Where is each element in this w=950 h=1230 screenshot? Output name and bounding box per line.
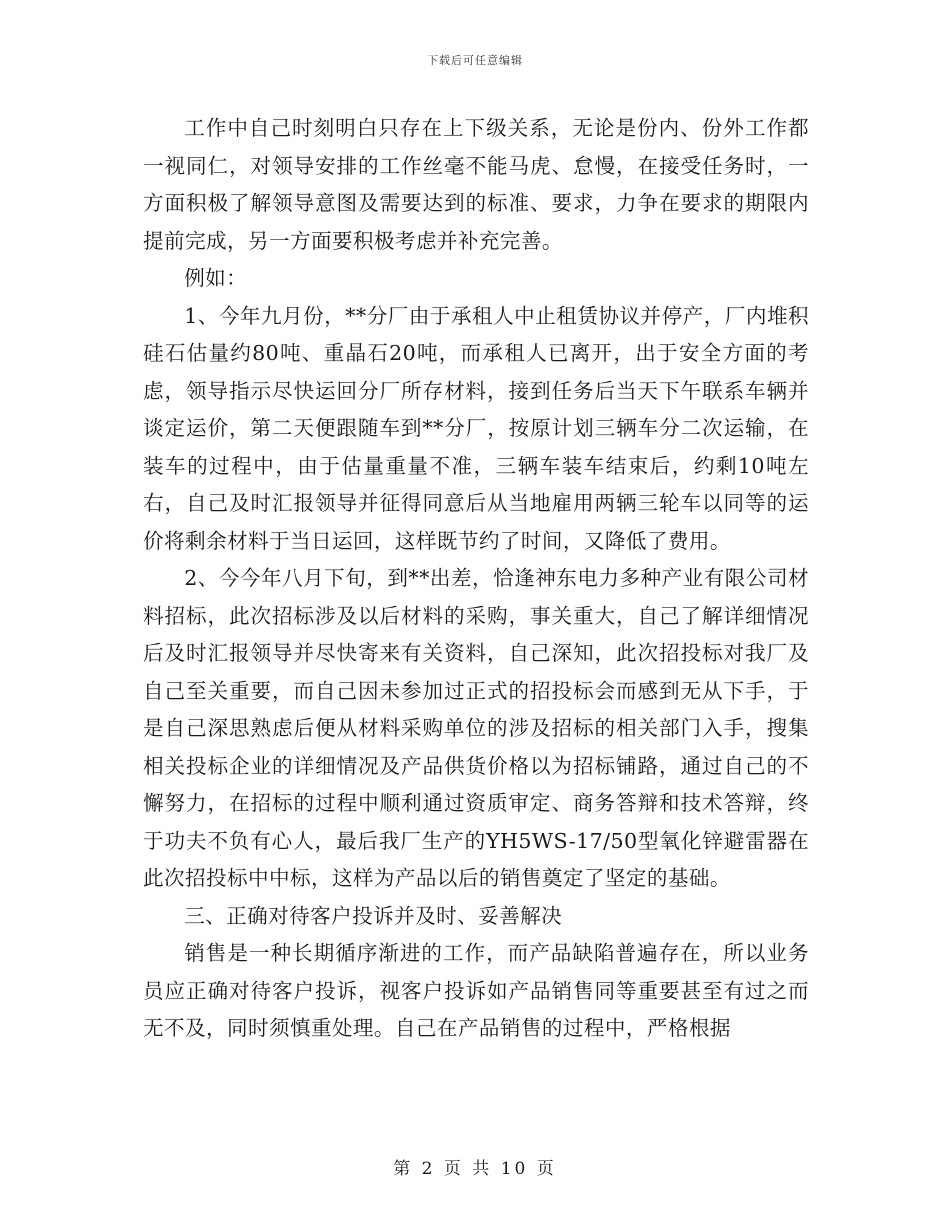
paragraph-complaints: 销售是一种长期循序渐进的工作，而产品缺陷普遍存在，所以业务员应正确对待客户投诉，视客户投诉如产品销售同等重要甚至有过之而无不及，同时须慎重处理。自己在产品销售的过程中，严格根据	[143, 941, 809, 1040]
paragraph-example-1: 1、今年九月份，**分厂由于承租人中止租赁协议并停产，厂内堆积硅石估量约80吨、重晶石20吨，而承租人已离开，出于安全方面的考虑，领导指示尽快运回分厂所存材料，接到任务后当天下午联系车辆并谈定运价，第二天便跟随车到**分厂，按原计划三辆车分二次运输，在装车的过程中，由于估量重量不准，三辆车装车结束后，约剩10吨左右，自己及时汇报领导并征得同意后从当地雇用两辆三轮车以同等的运价将剩余材料于当日运回，这样既节约了时间，又降低了费用。	[143, 303, 809, 553]
paragraph-example-2: 2、今今年八月下旬，到**出差，恰逢神东电力多种产业有限公司材料招标，此次招标涉及以后材料的采购，事关重大，自己了解详细情况后及时汇报领导并尽快寄来有关资料，自己深知，此次招投标对我厂及自己至关重要，而自己因未参加过正式的招投标会而感到无从下手，于是自己深思熟虑后便从材料采购单位的涉及招标的相关部门入手，搜集相关投标企业的详细情况及产品供货价格以为招标铺路，通过自己的不懈努力，在招标的过程中顺利通过资质审定、商务答辩和技术答辩，终于功夫不负有心人，最后我厂生产的YH5WS-17/50型氧化锌避雷器在此次招投标中中标，这样为产品以后的销售奠定了坚定的基础。	[143, 566, 809, 890]
document-body	[143, 110, 809, 1048]
section-heading-complaints: 三、正确对待客户投诉并及时、妥善解决	[184, 903, 563, 928]
paragraph-work-attitude: 工作中自己时刻明白只存在上下级关系，无论是份内、份外工作都一视同仁，对领导安排的工作丝毫不能马虎、怠慢，在接受任务时，一方面积极了解领导意图及需要达到的标准、要求，力争在要求的期限内提前完成，另一方面要积极考虑并补充完善。	[143, 116, 809, 253]
page-number-footer: 第 2 页 共 10 页	[393, 1159, 557, 1179]
page-header: 下载后可任意编辑	[427, 54, 523, 67]
paragraph-example-intro: 例如：	[184, 266, 248, 290]
